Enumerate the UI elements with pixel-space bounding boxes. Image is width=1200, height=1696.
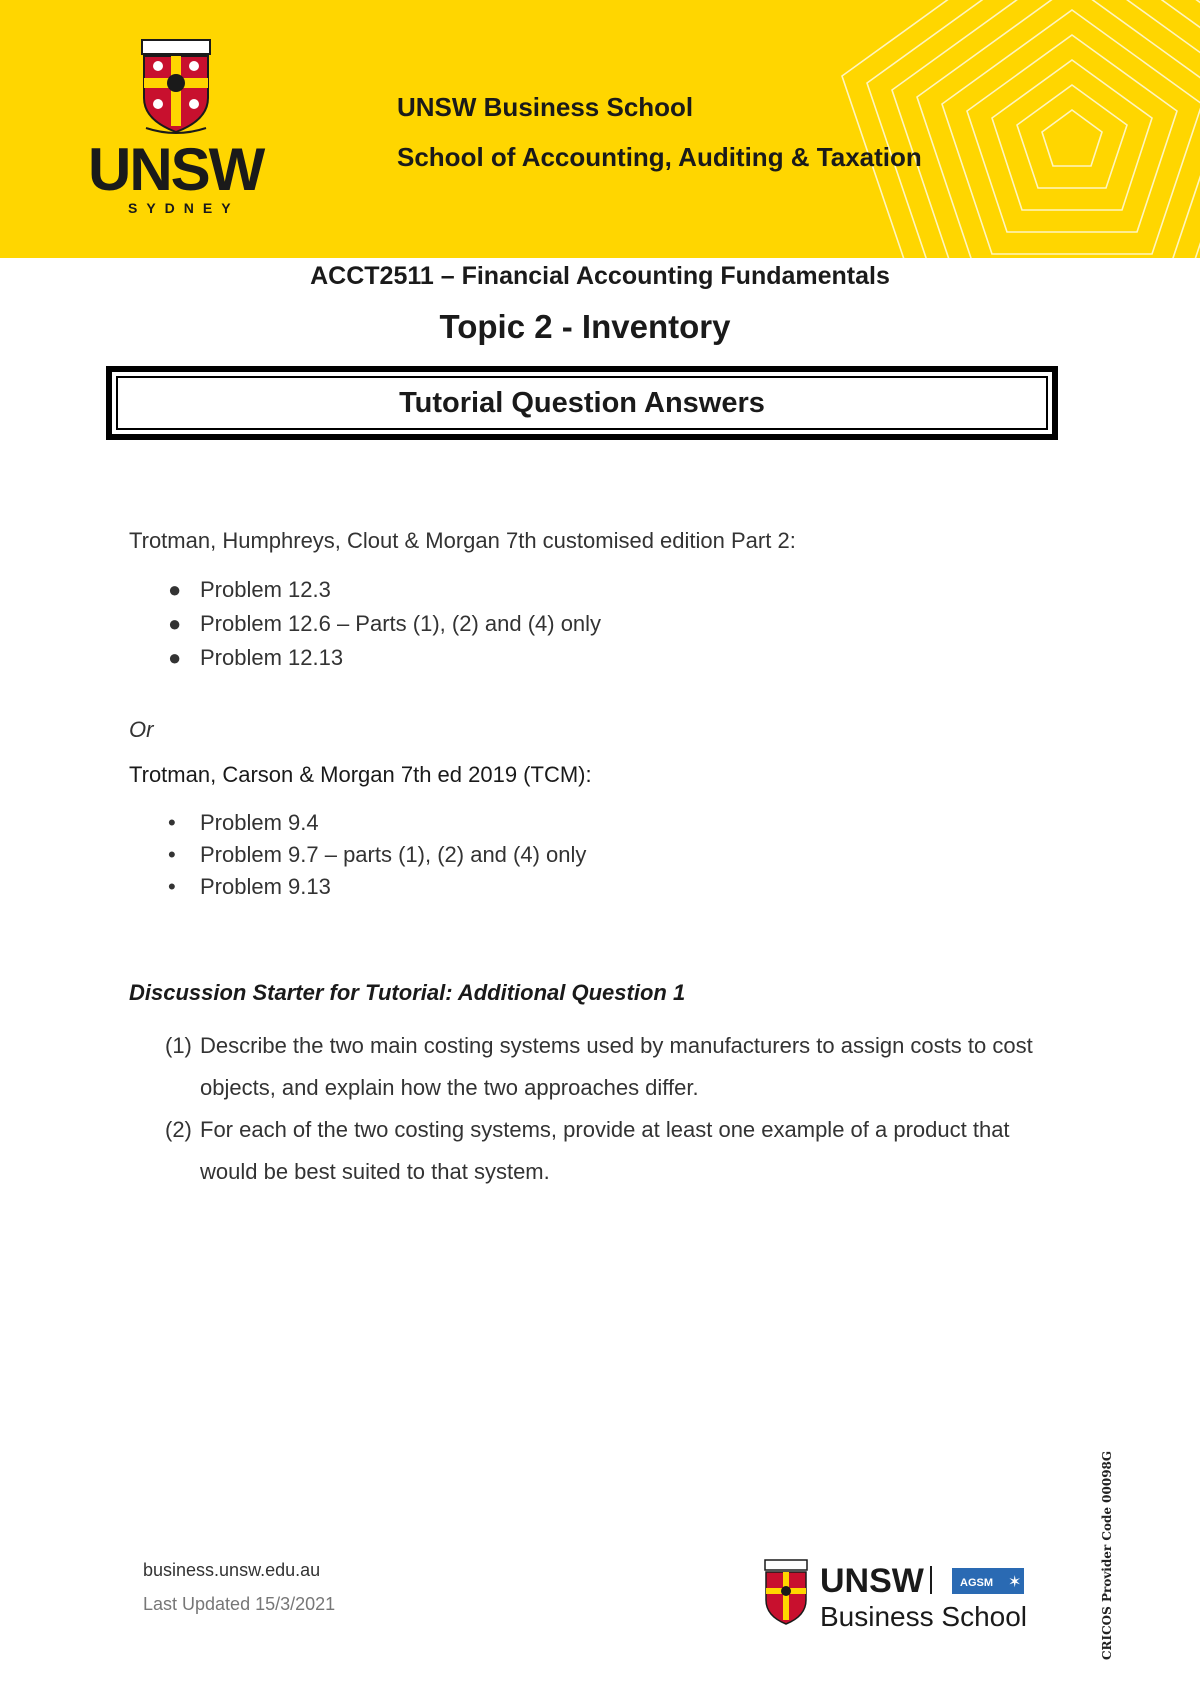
tutorial-title-box <box>106 366 1058 440</box>
textbook-reference-2: Trotman, Carson & Morgan 7th ed 2019 (TCM): <box>129 762 592 787</box>
bullet-icon: • <box>168 810 176 835</box>
school-name: UNSW Business School <box>397 92 694 122</box>
bullet-icon: • <box>168 874 176 899</box>
bullet-icon: • <box>168 842 176 867</box>
bullet-icon: ● <box>168 577 182 602</box>
question-text: Describe the two main costing systems used by manufacturers to assign costs to cost objects, and explain how the two approaches differ. <box>200 1033 1033 1100</box>
question-item <box>165 1025 1065 1109</box>
question-text: For each of the two costing systems, provide at least one example of a product that would be best suited to that system. <box>200 1117 1010 1184</box>
discussion-title: Discussion Starter for Tutorial: Additional Question 1 <box>129 980 686 1005</box>
footer-logo-business-school: Business School <box>820 1601 1028 1632</box>
list-item: • Problem 9.4 <box>160 807 586 839</box>
bullet-icon: ● <box>168 611 182 636</box>
last-updated: Last Updated 15/3/2021 <box>143 1594 336 1614</box>
unsw-crest-icon <box>140 38 212 138</box>
agsm-label: AGSM <box>960 1577 993 1589</box>
banner-pattern <box>640 0 1200 258</box>
problem-list-1 <box>160 573 601 675</box>
bullet-icon: ● <box>168 645 182 670</box>
question-item <box>165 1109 1065 1193</box>
footer-logo-unsw: UNSW <box>820 1562 924 1600</box>
course-title: ACCT2511 – Financial Accounting Fundamentals <box>310 262 890 290</box>
textbook-reference-1: Trotman, Humphreys, Clout & Morgan 7th customised edition Part 2: <box>129 528 796 553</box>
footer-url: business.unsw.edu.au <box>143 1560 321 1580</box>
or-separator: Or <box>129 717 154 742</box>
list-item: ● Problem 12.13 <box>160 641 601 675</box>
list-item: ● Problem 12.6 – Parts (1), (2) and (4) only <box>160 607 601 641</box>
problem-list-2 <box>160 807 586 903</box>
star-icon: ✶ <box>1008 1572 1022 1591</box>
list-item: ● Problem 12.3 <box>160 573 601 607</box>
business-school-logo <box>762 1558 1032 1634</box>
question-number: (1) <box>165 1033 192 1058</box>
tutorial-title: Tutorial Question Answers <box>116 376 1048 430</box>
list-item: • Problem 9.7 – parts (1), (2) and (4) only <box>160 839 586 871</box>
unsw-logo-subtext: SYDNEY <box>128 200 240 216</box>
header-banner <box>0 0 1200 258</box>
question-number: (2) <box>165 1117 192 1142</box>
department-name: School of Accounting, Auditing & Taxation <box>397 142 922 172</box>
unsw-logo-text: UNSW <box>88 136 264 203</box>
topic-title: Topic 2 - Inventory <box>439 308 731 345</box>
list-item: • Problem 9.13 <box>160 871 586 903</box>
cricos-code: CRICOS Provider Code 00098G <box>1100 1450 1114 1660</box>
